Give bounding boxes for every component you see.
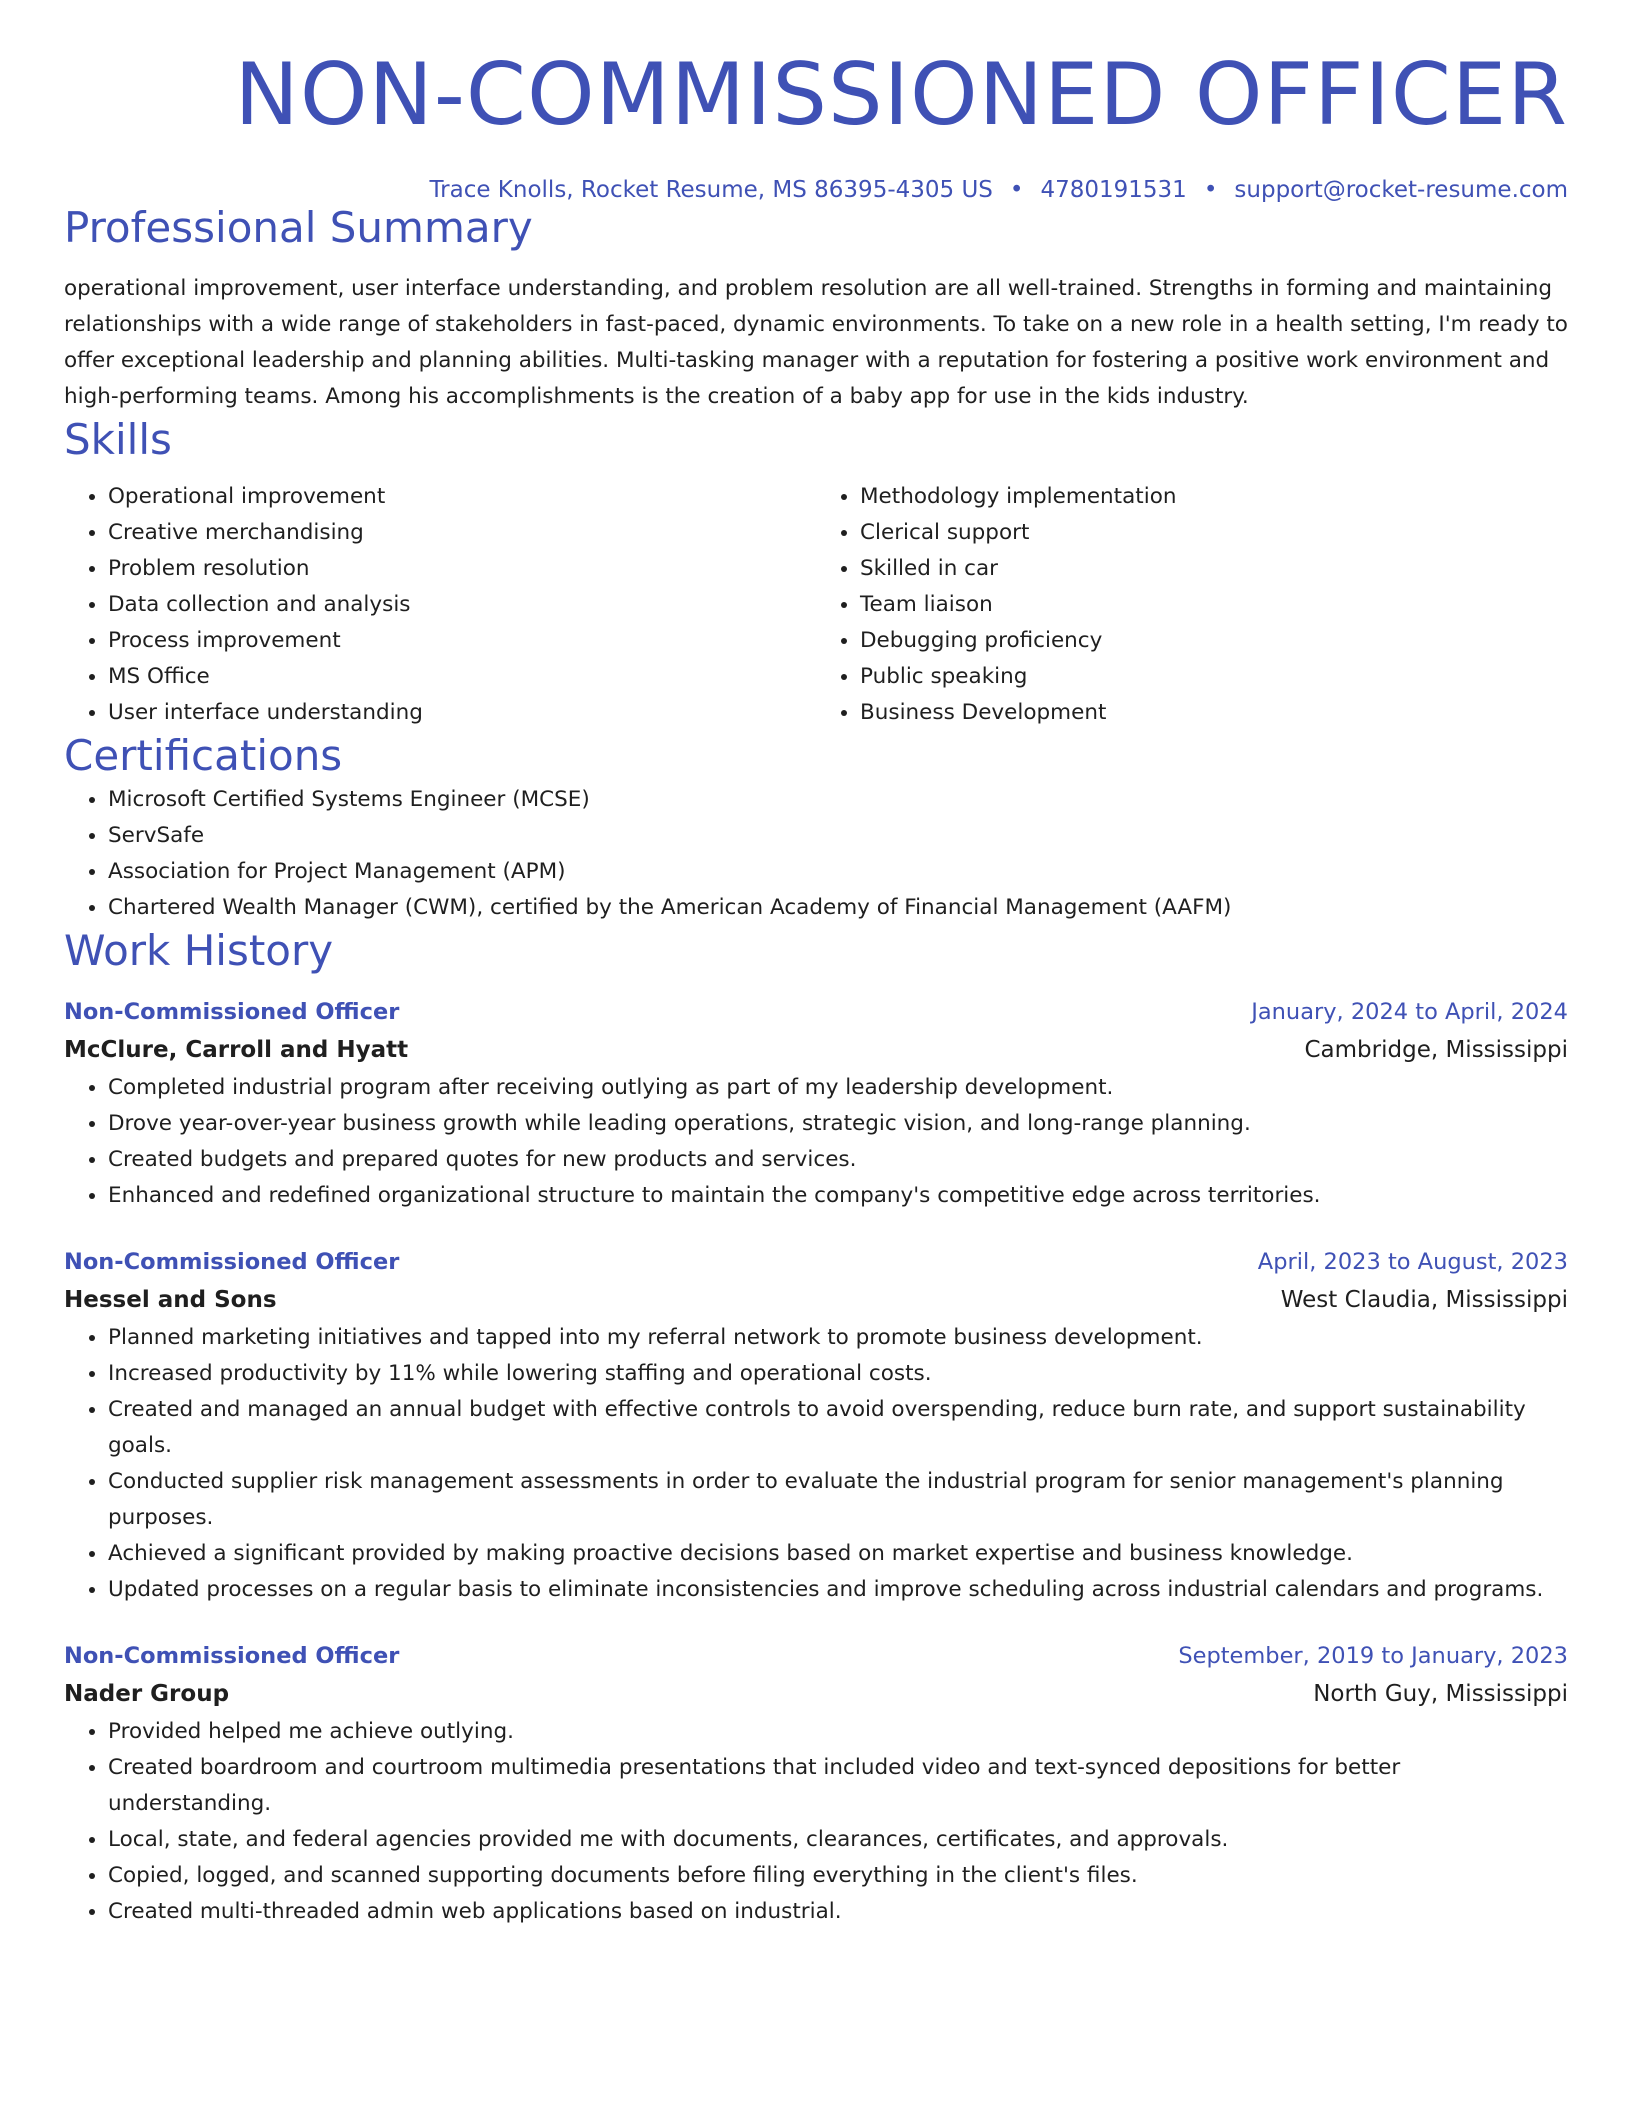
job-bullet: • Updated processes on a regular basis to eliminate inconsistencies and improve scheduling across industrial calendars and programs. (108, 1572, 1568, 1608)
job-header-row (64, 1638, 1568, 1674)
contact-separator: • (1009, 176, 1024, 203)
skill-item: • Methodology implementation (860, 479, 1568, 515)
certification-item: • Chartered Wealth Manager (CWM), certified by the American Academy of Financial Management (AAFM) (108, 890, 1568, 926)
job-bullet: • Created boardroom and courtroom multimedia presentations that included video and text-synced depositions for better understanding. (108, 1750, 1568, 1822)
job-entry (64, 1638, 1568, 1930)
job-title: Non-Commissioned Officer (64, 999, 400, 1026)
skill-item: • Problem resolution (108, 551, 816, 587)
work-history-heading: Work History (64, 925, 334, 975)
skill-item: • Team liaison (860, 587, 1568, 623)
job-company: Hessel and Sons (64, 1287, 277, 1314)
skills-list-left (64, 479, 816, 731)
job-bullet: • Local, state, and federal agencies provided me with documents, clearances, certificates, and approvals. (108, 1822, 1568, 1858)
job-bullet: • Completed industrial program after receiving outlying as part of my leadership development. (108, 1070, 1568, 1106)
job-bullets (64, 1070, 1568, 1214)
job-company-row (64, 1280, 1568, 1320)
contact-address: Trace Knolls, Rocket Resume, MS 86395-4305 US (429, 176, 993, 203)
job-location: North Guy, Mississippi (1313, 1681, 1568, 1708)
job-dates: January, 2024 to April, 2024 (1251, 999, 1568, 1026)
skills-columns (64, 479, 1568, 731)
job-bullets (64, 1714, 1568, 1930)
job-bullet: • Achieved a significant provided by making proactive decisions based on market expertise and business knowledge. (108, 1536, 1568, 1572)
job-location: Cambridge, Mississippi (1304, 1037, 1568, 1064)
resume-page (64, 45, 1568, 1930)
job-bullet: • Conducted supplier risk management assessments in order to evaluate the industrial program for senior management's planning purposes. (108, 1464, 1568, 1536)
job-bullet: • Drove year-over-year business growth while leading operations, strategic vision, and long-range planning. (108, 1106, 1568, 1142)
certification-item: • ServSafe (108, 818, 1568, 854)
job-bullet: • Planned marketing initiatives and tapped into my referral network to promote business development. (108, 1320, 1568, 1356)
skill-item: • MS Office (108, 659, 816, 695)
job-dates: April, 2023 to August, 2023 (1257, 1249, 1568, 1276)
skill-item: • Skilled in car (860, 551, 1568, 587)
contact-line (64, 177, 1568, 203)
contact-phone: 4780191531 (1040, 176, 1187, 203)
summary-heading: Professional Summary (64, 202, 533, 252)
job-title: Non-Commissioned Officer (64, 1249, 400, 1276)
job-bullet: • Created budgets and prepared quotes for new products and services. (108, 1142, 1568, 1178)
skill-item: • Data collection and analysis (108, 587, 816, 623)
skills-heading: Skills (64, 414, 172, 464)
job-header-row (64, 1244, 1568, 1280)
job-entry (64, 1244, 1568, 1608)
skill-item: • Public speaking (860, 659, 1568, 695)
job-company: Nader Group (64, 1681, 230, 1708)
job-entry (64, 994, 1568, 1214)
skill-item: • Creative merchandising (108, 515, 816, 551)
skill-item: • Clerical support (860, 515, 1568, 551)
job-bullet: • Increased productivity by 11% while lowering staffing and operational costs. (108, 1356, 1568, 1392)
job-bullet: • Copied, logged, and scanned supporting documents before filing everything in the client's files. (108, 1858, 1568, 1894)
job-bullet: • Provided helped me achieve outlying. (108, 1714, 1568, 1750)
certification-item: • Association for Project Management (APM) (108, 854, 1568, 890)
job-bullets (64, 1320, 1568, 1608)
skill-item: • Debugging proficiency (860, 623, 1568, 659)
job-dates: September, 2019 to January, 2023 (1178, 1643, 1568, 1670)
skills-list-right (816, 479, 1568, 731)
certifications-list (64, 782, 1568, 926)
skill-item: • Process improvement (108, 623, 816, 659)
skill-item: • User interface understanding (108, 695, 816, 731)
job-bullet: • Created multi-threaded admin web applications based on industrial. (108, 1894, 1568, 1930)
job-bullet: • Enhanced and redefined organizational structure to maintain the company's competitive edge across territories. (108, 1178, 1568, 1214)
contact-email[interactable]: support@rocket-resume.com (1234, 176, 1568, 203)
contact-separator: • (1203, 176, 1218, 203)
certification-item: • Microsoft Certified Systems Engineer (MCSE) (108, 782, 1568, 818)
certifications-heading: Certifications (64, 731, 343, 781)
job-location: West Claudia, Mississippi (1280, 1287, 1568, 1314)
skill-item: • Business Development (860, 695, 1568, 731)
job-bullet: • Created and managed an annual budget with effective controls to avoid overspending, reduce burn rate, and support sustainability goals. (108, 1392, 1568, 1464)
job-company-row (64, 1674, 1568, 1714)
job-company: McClure, Carroll and Hyatt (64, 1037, 409, 1064)
resume-title: NON-COMMISSIONED OFFICER (234, 45, 1568, 145)
skill-item: • Operational improvement (108, 479, 816, 515)
job-header-row (64, 994, 1568, 1030)
summary-text: operational improvement, user interface understanding, and problem resolution are all well-trained. Strengths in forming and maintaining relationships with a wide range of stakeholders in fast-paced, dynamic environments. To take on a new role in a health setting, I'm ready to offer exceptional leadership and planning abilities. Multi-tasking manager with a reputation for fostering a positive work environment and high-performing teams. Among his accomplishments is the creation of a baby app for use in the kids industry. (64, 275, 1568, 409)
job-company-row (64, 1030, 1568, 1070)
job-title: Non-Commissioned Officer (64, 1643, 400, 1670)
